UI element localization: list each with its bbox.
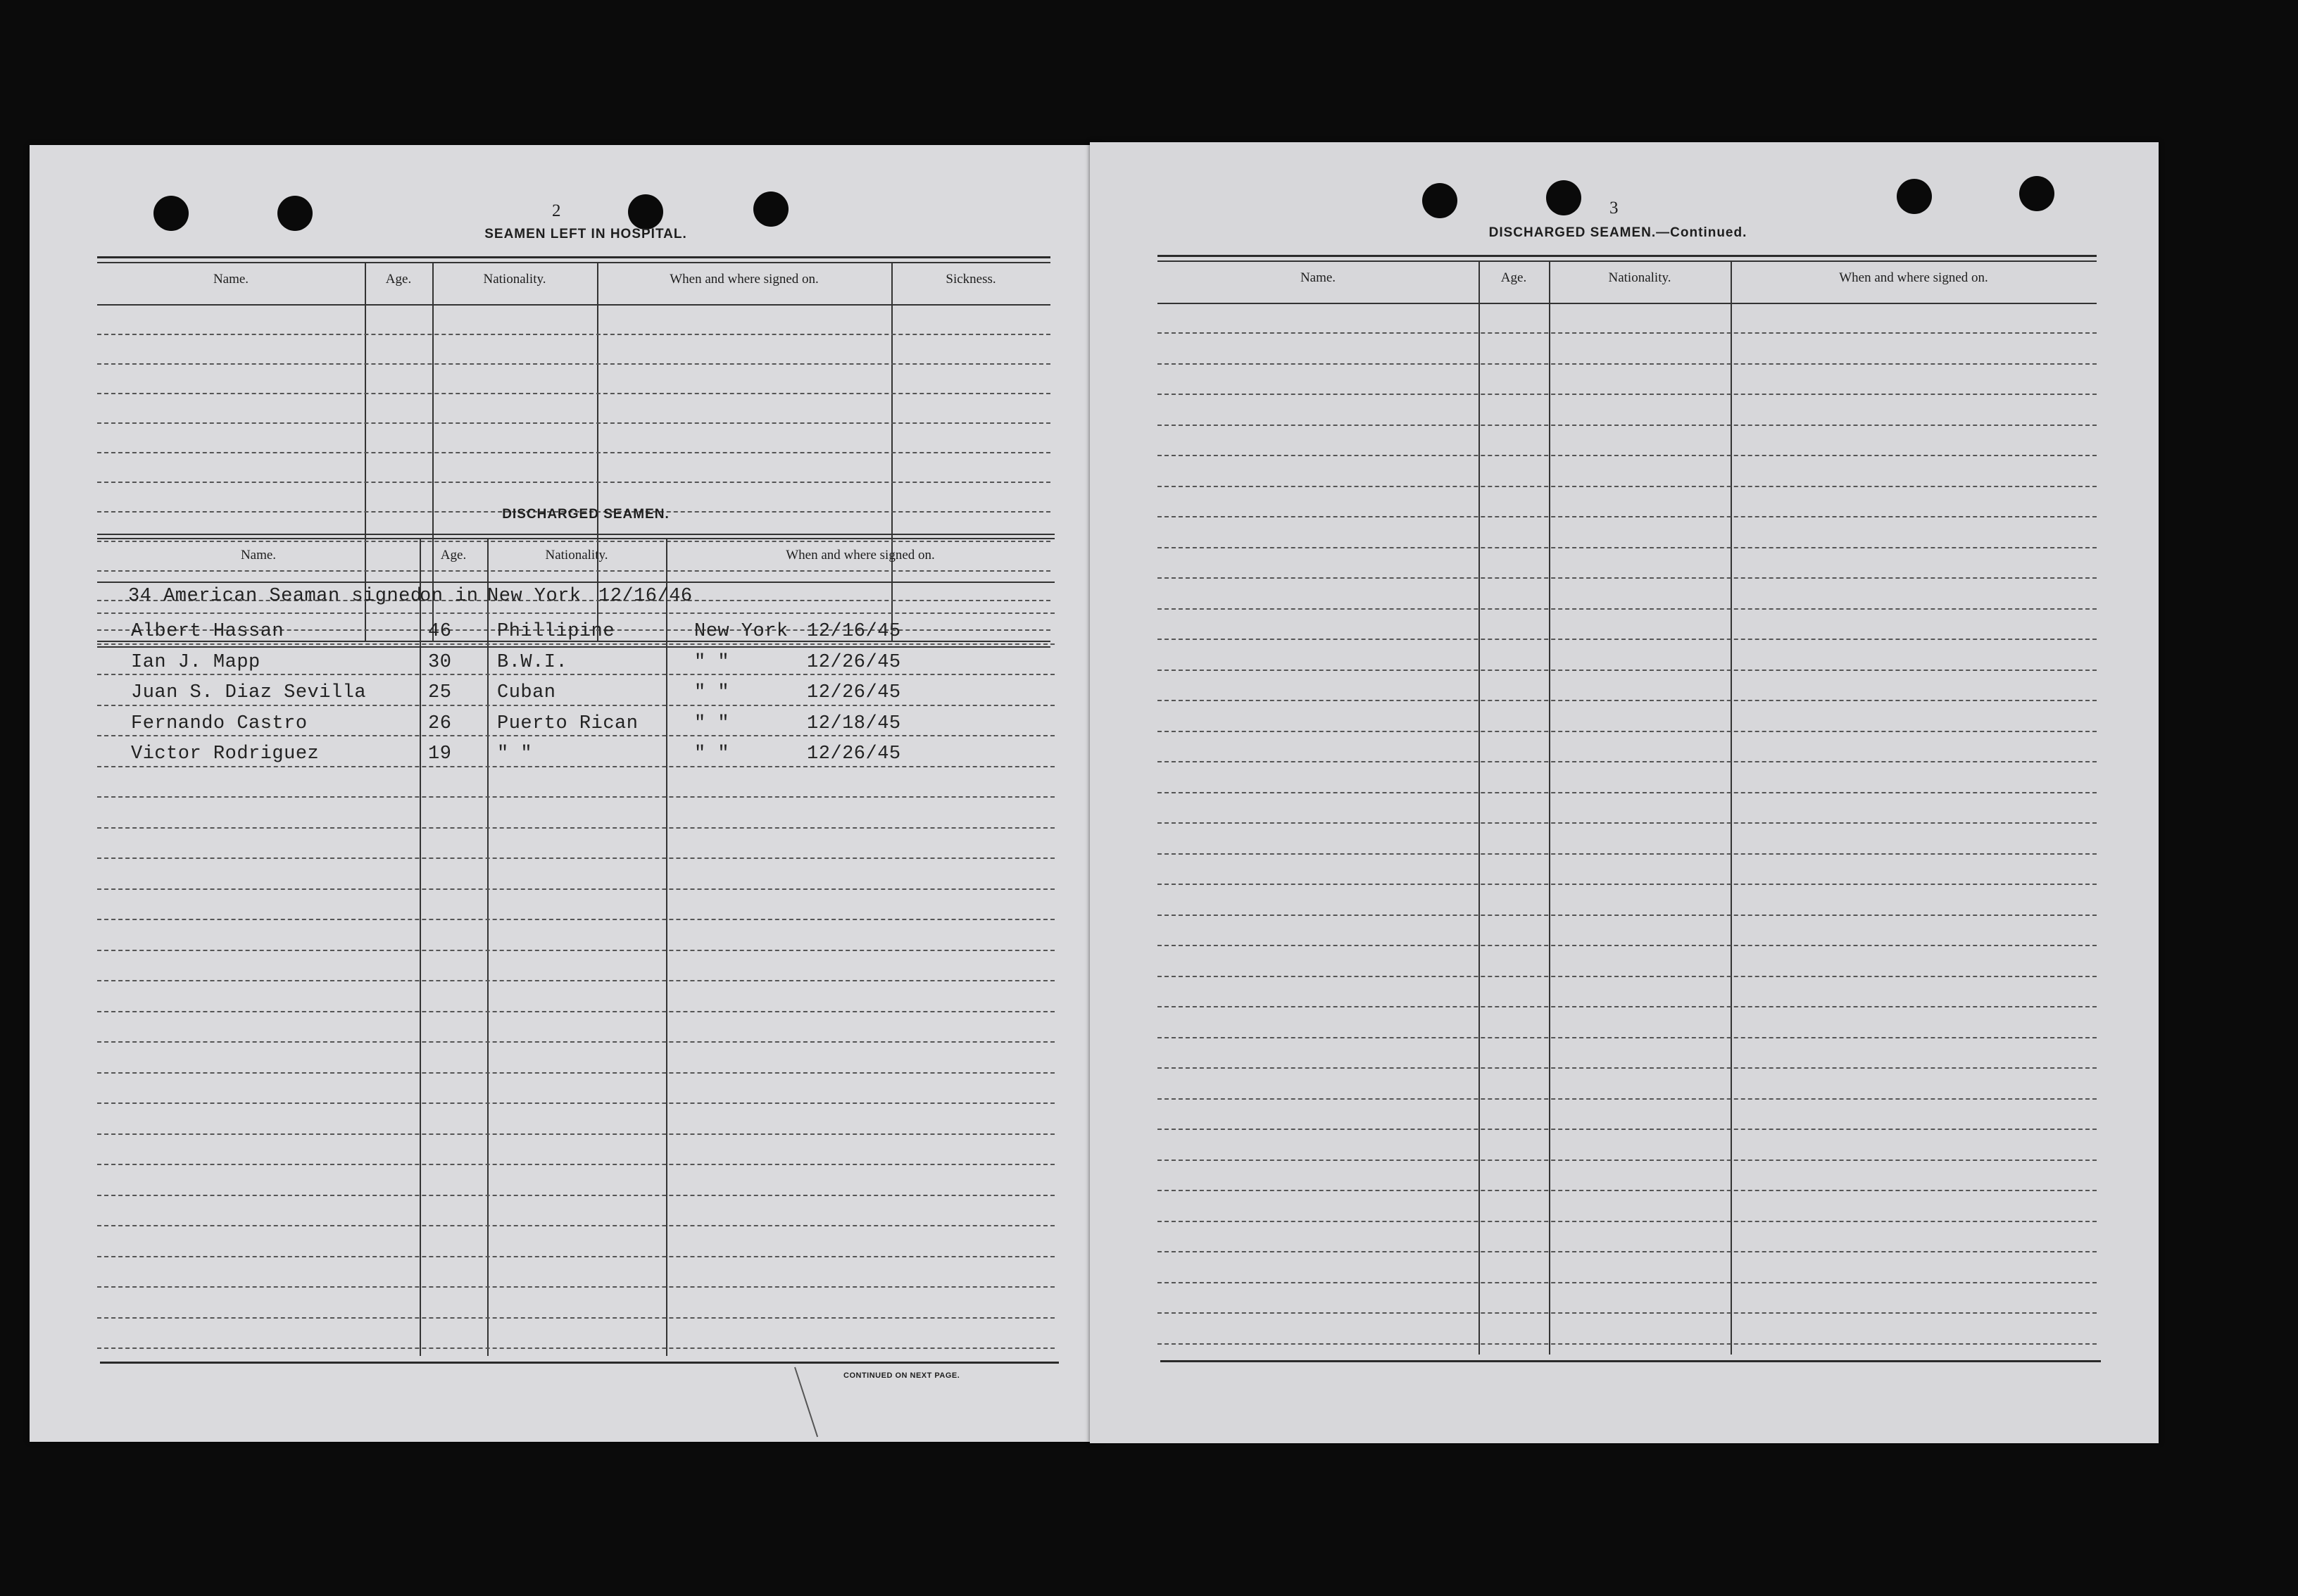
paper-tear (794, 1367, 818, 1438)
hospital-col-name: Name. (213, 272, 249, 287)
punch-hole (153, 196, 189, 231)
ruled-line (1157, 425, 2097, 426)
ruled-line (97, 393, 1050, 394)
ruled-line (1157, 670, 2097, 671)
row-place: New York (694, 621, 789, 642)
row-date: 12/16/45 (807, 621, 901, 642)
row-place: " " (694, 682, 730, 703)
ruled-line (97, 980, 1055, 981)
ruled-line (97, 334, 1050, 335)
row-name: Victor Rodriguez (131, 743, 320, 765)
ruled-line (97, 1256, 1055, 1257)
hospital-section-title: SEAMEN LEFT IN HOSPITAL. (484, 227, 687, 241)
ruled-line (1157, 1221, 2097, 1222)
ruled-line (97, 1286, 1055, 1288)
row-place: " " (694, 651, 730, 673)
row-date: 12/26/45 (807, 743, 901, 765)
ruled-line (1157, 516, 2097, 517)
continued-col-name: Name. (1300, 270, 1336, 285)
ruled-line (97, 674, 1055, 675)
ruled-line (1157, 455, 2097, 456)
ruled-line (1157, 792, 2097, 793)
ruled-line (1157, 976, 2097, 977)
page-number: 2 (552, 201, 561, 220)
ruled-line (1157, 1067, 2097, 1069)
row-name: Fernando Castro (131, 712, 308, 734)
ruled-line (1157, 945, 2097, 946)
ruled-line (97, 1072, 1055, 1074)
row-nationality: " " (497, 743, 533, 765)
punch-hole (753, 191, 789, 227)
ruled-line (1157, 915, 2097, 916)
ruled-line (1157, 1129, 2097, 1130)
ruled-line (1157, 1251, 2097, 1252)
ruled-line (97, 1133, 1055, 1135)
ruled-line (1157, 639, 2097, 640)
ruled-line (1157, 853, 2097, 855)
note-name: 34 American Seaman signed (128, 586, 422, 607)
ruled-line (1157, 700, 2097, 701)
ruled-line (97, 857, 1055, 859)
ruled-line (97, 1164, 1055, 1165)
row-age: 25 (428, 682, 452, 703)
ruled-line (97, 796, 1055, 798)
ruled-line (1157, 761, 2097, 762)
discharged-section-title: DISCHARGED SEAMEN. (502, 507, 670, 522)
discharged-continued-title: DISCHARGED SEAMEN.—Continued. (1488, 225, 1747, 240)
row-date: 12/26/45 (807, 682, 901, 703)
ruled-line (97, 1347, 1055, 1349)
ruled-line (97, 827, 1055, 829)
note-nationality: New York (487, 586, 582, 607)
ruled-line (1157, 608, 2097, 610)
hospital-col-sickness: Sickness. (946, 272, 996, 287)
ruled-line (1157, 1160, 2097, 1161)
discharged-col-age: Age. (440, 548, 467, 563)
hospital-col-when-where: When and where signed on. (670, 272, 819, 287)
punch-hole (277, 196, 313, 231)
ruled-line (97, 570, 1050, 572)
continued-footer: CONTINUED ON NEXT PAGE. (843, 1371, 960, 1380)
hospital-col-nationality: Nationality. (483, 272, 546, 287)
ruled-line (1157, 1282, 2097, 1283)
row-nationality: Cuban (497, 682, 556, 703)
row-place: " " (694, 712, 730, 734)
ruled-line (97, 735, 1055, 736)
ruled-line (1157, 884, 2097, 885)
punch-hole (1422, 183, 1457, 218)
row-age: 46 (428, 621, 452, 642)
ruled-line (97, 482, 1050, 483)
punch-hole (628, 194, 663, 230)
ruled-line (1157, 547, 2097, 548)
row-nationality: Phillipine (497, 621, 615, 642)
ruled-line (97, 919, 1055, 920)
punch-hole (2019, 176, 2054, 211)
punch-hole (1546, 180, 1581, 215)
ruled-line (1157, 1037, 2097, 1038)
ruled-line (97, 1041, 1055, 1043)
left-page (30, 145, 1102, 1442)
ruled-line (97, 363, 1050, 365)
ruled-line (1157, 577, 2097, 579)
ruled-line (97, 888, 1055, 890)
ruled-line (97, 1317, 1055, 1319)
ruled-line (97, 1225, 1055, 1226)
ruled-line (1157, 363, 2097, 365)
ruled-line (97, 1011, 1055, 1012)
ruled-line (97, 950, 1055, 951)
row-date: 12/18/45 (807, 712, 901, 734)
discharged-col-when-where: When and where signed on. (786, 548, 935, 563)
row-place: " " (694, 743, 730, 765)
ruled-line (1157, 1343, 2097, 1345)
row-age: 19 (428, 743, 452, 765)
ruled-line (1157, 731, 2097, 732)
page-number: 3 (1609, 199, 1619, 218)
punch-hole (1897, 179, 1932, 214)
continued-col-age: Age. (1500, 270, 1527, 285)
ruled-line (97, 705, 1055, 706)
note-age: on in (420, 586, 479, 607)
discharged-col-nationality: Nationality. (545, 548, 608, 563)
row-nationality: B.W.I. (497, 651, 568, 673)
ruled-line (1157, 332, 2097, 334)
row-name: Juan S. Diaz Sevilla (131, 682, 367, 703)
ruled-line (97, 1102, 1055, 1104)
ruled-line (1157, 1098, 2097, 1100)
ruled-line (97, 422, 1050, 424)
ruled-line (1157, 822, 2097, 824)
right-page (1090, 142, 2159, 1443)
row-name: Albert Hassan (131, 621, 284, 642)
ruled-line (1157, 394, 2097, 395)
ruled-line (1157, 1006, 2097, 1007)
ruled-line (1157, 1190, 2097, 1191)
continued-col-nationality: Nationality. (1608, 270, 1671, 285)
note-when: 12/16/46 (598, 586, 693, 607)
hospital-col-age: Age. (385, 272, 412, 287)
ruled-line (97, 541, 1050, 542)
ruled-line (97, 612, 1055, 614)
ruled-line (97, 1195, 1055, 1196)
row-age: 26 (428, 712, 452, 734)
row-nationality: Puerto Rican (497, 712, 639, 734)
discharged-col-name: Name. (240, 548, 277, 563)
ruled-line (1157, 486, 2097, 487)
ruled-line (97, 452, 1050, 453)
row-name: Ian J. Mapp (131, 651, 260, 673)
ruled-line (97, 643, 1055, 645)
continued-col-when-where: When and where signed on. (1839, 270, 1988, 285)
row-date: 12/26/45 (807, 651, 901, 673)
row-age: 30 (428, 651, 452, 673)
ruled-line (1157, 1312, 2097, 1314)
ruled-line (97, 766, 1055, 767)
